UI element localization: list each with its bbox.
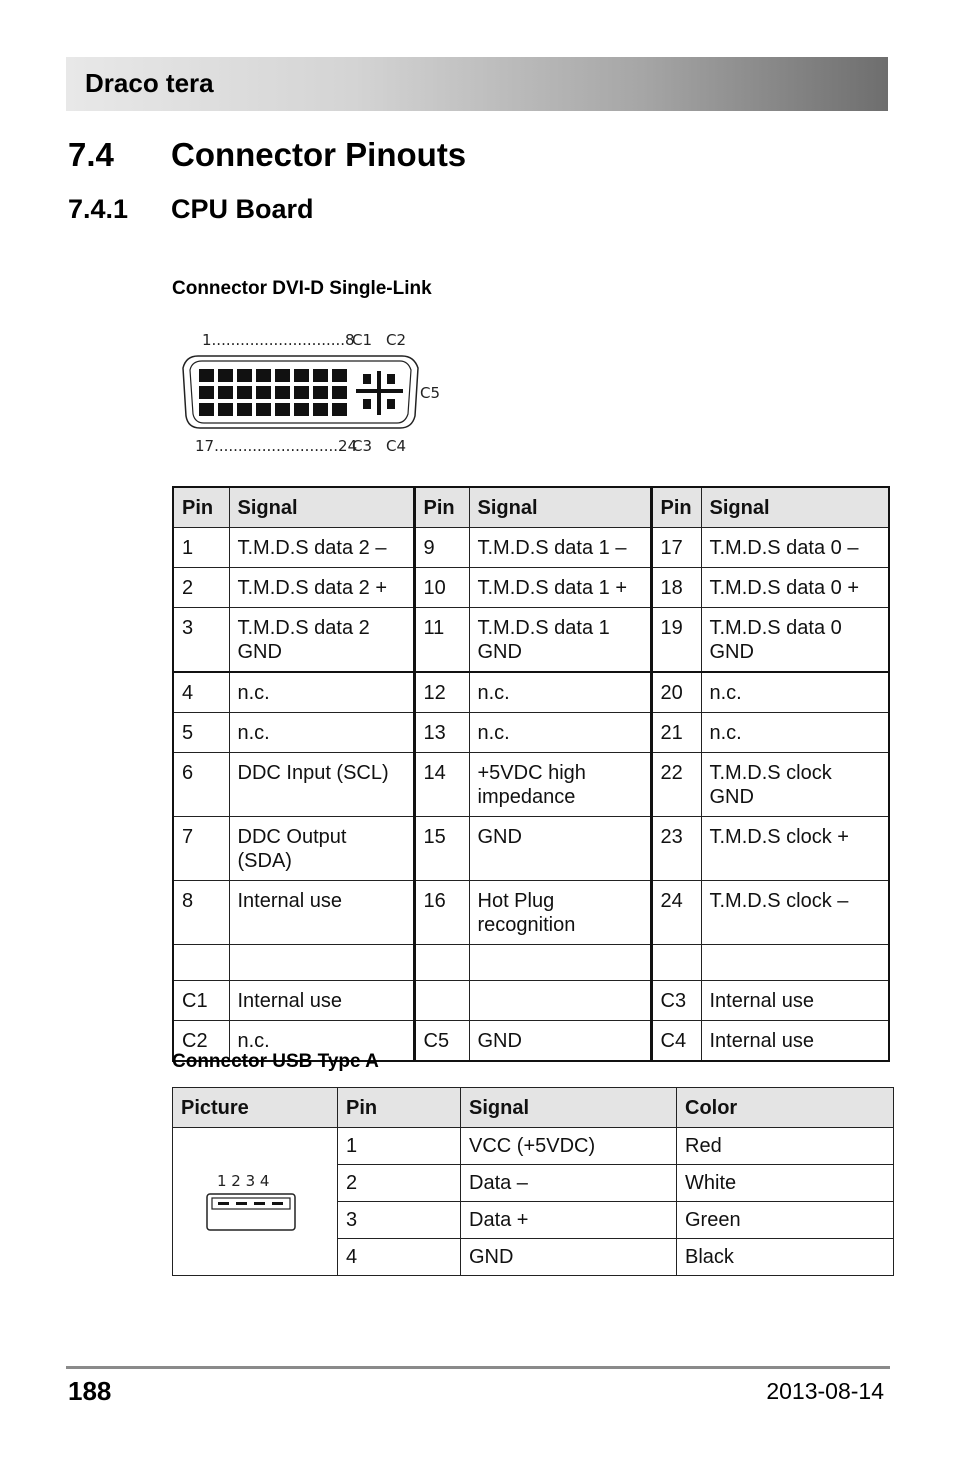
dvi-pin	[218, 386, 233, 399]
dvi-signal-cell: GND	[469, 817, 651, 881]
dvi-pin-c3	[363, 399, 371, 409]
dvi-pin	[256, 369, 271, 382]
dvi-pin-cell: 6	[173, 753, 229, 817]
dvi-pin-cell: 17	[651, 528, 701, 568]
dvi-signal-cell: GND	[469, 1021, 651, 1062]
dvi-signal-cell: Internal use	[701, 1021, 889, 1062]
dvi-label-c1: C1	[352, 331, 373, 349]
usb-color: White	[677, 1165, 894, 1202]
usb-picture-cell	[173, 1128, 338, 1276]
dvi-signal-cell	[469, 945, 651, 981]
dvi-pin	[237, 403, 252, 416]
dvi-pin-cell: 12	[414, 672, 469, 713]
table-row	[173, 881, 889, 945]
dvi-pin-cell: 3	[173, 608, 229, 673]
dvi-pin-cell: 5	[173, 713, 229, 753]
dvi-cross-pins	[356, 371, 403, 415]
usb-signal: Data +	[461, 1202, 677, 1239]
dvi-pin	[237, 369, 252, 382]
dvi-signal-cell: n.c.	[469, 672, 651, 713]
dvi-pin-cell: 9	[414, 528, 469, 568]
dvi-signal-cell: n.c.	[229, 672, 414, 713]
dvi-pin-cell: 18	[651, 568, 701, 608]
dvi-signal-cell: Hot Plug recognition	[469, 881, 651, 945]
table-row	[173, 568, 889, 608]
dvi-pin-cell	[414, 981, 469, 1021]
dvi-signal-cell: Internal use	[701, 981, 889, 1021]
dvi-signal-cell: n.c.	[229, 1021, 414, 1062]
column-header: Color	[677, 1088, 894, 1128]
dvi-pin-cell: 23	[651, 817, 701, 881]
dvi-pin-cell: 20	[651, 672, 701, 713]
dvi-signal-cell: +5VDC high impedance	[469, 753, 651, 817]
usb-signal: Data –	[461, 1165, 677, 1202]
dvi-signal-cell: T.M.D.S data 0 GND	[701, 608, 889, 673]
dvi-pin-grid	[199, 369, 347, 416]
dvi-signal-cell	[469, 981, 651, 1021]
dvi-pin-cell: 8	[173, 881, 229, 945]
dvi-pin	[332, 369, 347, 382]
table-row	[173, 817, 889, 881]
dvi-pin-cell: 24	[651, 881, 701, 945]
column-header: Pin	[338, 1088, 461, 1128]
usb-contact-4	[272, 1202, 283, 1205]
column-header: Signal	[701, 487, 889, 528]
dvi-pin-cell: C3	[651, 981, 701, 1021]
usb-signal: GND	[461, 1239, 677, 1276]
table-row	[173, 672, 889, 713]
dvi-label-c4: C4	[386, 437, 407, 455]
usb-contact-2	[236, 1202, 247, 1205]
header-title: Draco tera	[85, 68, 214, 98]
usb-color: Red	[677, 1128, 894, 1165]
dvi-signal-cell: n.c.	[229, 713, 414, 753]
dvi-signal-cell: T.M.D.S data 0 +	[701, 568, 889, 608]
table-row	[173, 981, 889, 1021]
dvi-pin-cell: 14	[414, 753, 469, 817]
dvi-signal-cell: n.c.	[701, 713, 889, 753]
dvi-pin	[313, 403, 328, 416]
table-row	[173, 608, 889, 673]
dvi-signal-cell: Internal use	[229, 981, 414, 1021]
table-row	[173, 528, 889, 568]
subsection-number: 7.4.1	[68, 194, 129, 224]
table-row	[173, 945, 889, 981]
dvi-pin-cell: 13	[414, 713, 469, 753]
dvi-pin-cell: 7	[173, 817, 229, 881]
dvi-pin-cell: C4	[651, 1021, 701, 1062]
dvi-pin-cell: 11	[414, 608, 469, 673]
dvi-pin-cell	[651, 945, 701, 981]
dvi-signal-cell: T.M.D.S data 1 +	[469, 568, 651, 608]
dvi-label-top-pins: 1............................8	[202, 331, 355, 349]
column-header: Pin	[651, 487, 701, 528]
column-header: Picture	[173, 1088, 338, 1128]
dvi-pin	[275, 369, 290, 382]
table-header-row	[173, 1088, 894, 1128]
dvi-signal-cell: T.M.D.S data 1 GND	[469, 608, 651, 673]
usb-pinout-table	[172, 1087, 894, 1276]
dvi-pin-cell: 21	[651, 713, 701, 753]
column-header: Signal	[461, 1088, 677, 1128]
dvi-pin	[218, 369, 233, 382]
dvi-signal-cell: T.M.D.S clock +	[701, 817, 889, 881]
dvi-pin-cell: C1	[173, 981, 229, 1021]
dvi-signal-cell: T.M.D.S clock –	[701, 881, 889, 945]
dvi-pin	[294, 369, 309, 382]
dvi-signal-cell: T.M.D.S data 2 GND	[229, 608, 414, 673]
usb-pin-label: 1 2 3 4	[217, 1171, 270, 1190]
section-title: Connector Pinouts	[171, 136, 467, 173]
dvi-pin	[332, 386, 347, 399]
footer-rule	[66, 1366, 890, 1369]
dvi-pin-c2	[387, 374, 395, 384]
usb-contact-3	[254, 1202, 265, 1205]
dvi-signal-cell: n.c.	[701, 672, 889, 713]
usb-pin: 2	[338, 1165, 461, 1202]
dvi-signal-cell	[701, 945, 889, 981]
dvi-pin	[199, 386, 214, 399]
dvi-signal-cell: T.M.D.S data 1 –	[469, 528, 651, 568]
usb-connector-diagram	[205, 1170, 305, 1234]
table-header-row	[173, 487, 889, 528]
dvi-pin	[218, 403, 233, 416]
usb-pin: 1	[338, 1128, 461, 1165]
usb-contact-1	[218, 1202, 229, 1205]
subsection-heading	[68, 194, 314, 225]
dvi-pin	[275, 403, 290, 416]
dvi-pin-cell: 19	[651, 608, 701, 673]
dvi-label-c5: C5	[420, 384, 441, 402]
usb-signal: VCC (+5VDC)	[461, 1128, 677, 1165]
dvi-signal-cell: DDC Input (SCL)	[229, 753, 414, 817]
dvi-pin-c4	[387, 399, 395, 409]
dvi-pinout-table	[172, 486, 890, 1062]
dvi-signal-cell: n.c.	[469, 713, 651, 753]
dvi-pin	[313, 369, 328, 382]
dvi-pin	[275, 386, 290, 399]
dvi-pin-cell: 16	[414, 881, 469, 945]
usb-color: Green	[677, 1202, 894, 1239]
dvi-signal-cell: T.M.D.S data 2 +	[229, 568, 414, 608]
dvi-pin	[332, 403, 347, 416]
dvi-pin	[199, 403, 214, 416]
usb-shell	[207, 1194, 295, 1230]
dvi-pin-cell	[414, 945, 469, 981]
subsection-title: CPU Board	[171, 194, 314, 224]
column-header: Pin	[173, 487, 229, 528]
table-row	[173, 1128, 894, 1165]
dvi-signal-cell: T.M.D.S clock GND	[701, 753, 889, 817]
page-number: 188	[68, 1376, 112, 1406]
dvi-pin	[237, 386, 252, 399]
dvi-pin	[199, 369, 214, 382]
dvi-label-c2: C2	[386, 331, 407, 349]
column-header: Pin	[414, 487, 469, 528]
dvi-signal-cell: T.M.D.S data 0 –	[701, 528, 889, 568]
dvi-pin	[256, 386, 271, 399]
usb-color: Black	[677, 1239, 894, 1276]
dvi-pin-cell: 4	[173, 672, 229, 713]
dvi-pin	[294, 386, 309, 399]
section-number: 7.4	[68, 136, 114, 173]
dvi-pin-cell: 15	[414, 817, 469, 881]
dvi-pin-cell: 10	[414, 568, 469, 608]
usb-pin: 3	[338, 1202, 461, 1239]
dvi-label-bottom-pins: 17..........................24	[195, 437, 358, 455]
dvi-signal-cell: T.M.D.S data 2 –	[229, 528, 414, 568]
section-heading	[68, 136, 466, 174]
page-date: 2013-08-14	[766, 1378, 884, 1404]
dvi-c5-vertical	[377, 371, 381, 415]
dvi-pin-cell: 2	[173, 568, 229, 608]
usb-heading: Connector USB Type A	[172, 1051, 379, 1072]
column-header: Signal	[229, 487, 414, 528]
dvi-pin-cell: C5	[414, 1021, 469, 1062]
dvi-pin-cell: C2	[173, 1021, 229, 1062]
dvi-pin-cell: 1	[173, 528, 229, 568]
dvi-connector-diagram	[180, 326, 450, 461]
dvi-heading: Connector DVI-D Single-Link	[172, 278, 432, 299]
dvi-pin	[294, 403, 309, 416]
dvi-signal-cell: DDC Output (SDA)	[229, 817, 414, 881]
dvi-pin-cell: 22	[651, 753, 701, 817]
dvi-pin-c1	[363, 374, 371, 384]
dvi-signal-cell	[229, 945, 414, 981]
table-row	[173, 713, 889, 753]
column-header: Signal	[469, 487, 651, 528]
dvi-signal-cell: Internal use	[229, 881, 414, 945]
usb-pin: 4	[338, 1239, 461, 1276]
header-bar	[66, 57, 888, 111]
dvi-pin	[313, 386, 328, 399]
dvi-pin-cell	[173, 945, 229, 981]
dvi-label-c3: C3	[352, 437, 373, 455]
table-row	[173, 753, 889, 817]
dvi-pin	[256, 403, 271, 416]
